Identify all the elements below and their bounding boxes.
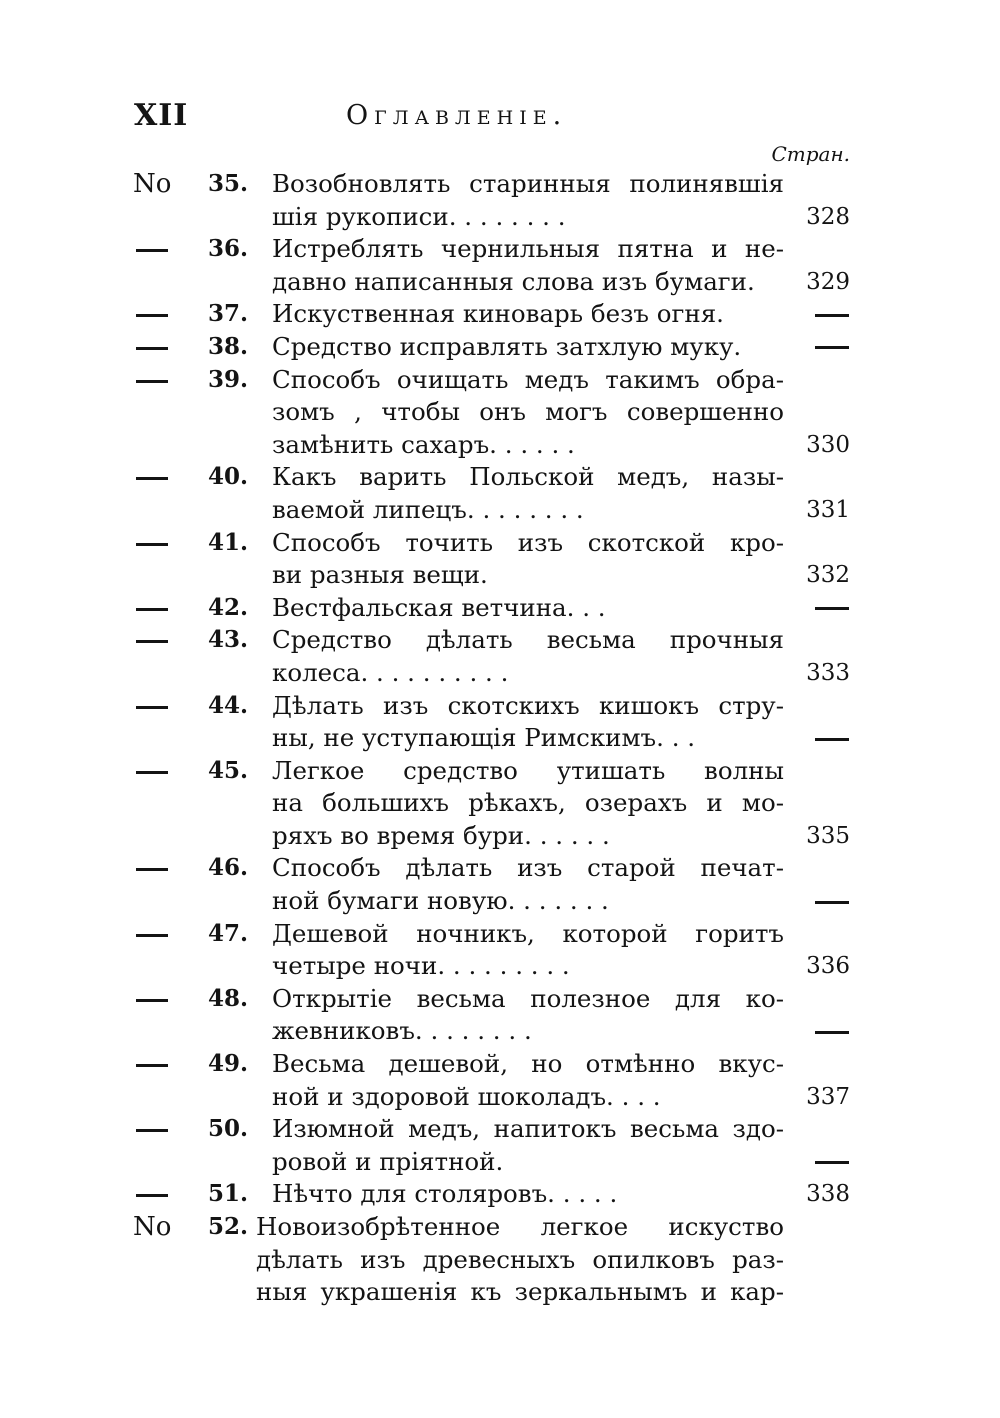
toc-entry	[0, 168, 1000, 233]
page-ditto-dash	[815, 346, 849, 349]
toc-entry-line	[0, 787, 1000, 820]
toc-entry-line	[0, 1146, 1000, 1179]
page-ditto-text	[849, 354, 850, 355]
toc-entry	[0, 755, 1000, 853]
toc-entry-line	[0, 429, 1000, 462]
toc-entry	[0, 364, 1000, 462]
page-ditto-text	[849, 1038, 850, 1039]
entry-text: Способъ точить изъ скотской кро-	[272, 527, 784, 557]
entry-text: Какъ варить Польской медъ, назы-	[272, 462, 784, 492]
entry-text: Легкое средство утишать волны	[272, 755, 784, 785]
entry-number: 40.	[207, 463, 248, 491]
entry-text: зомъ , чтобы онъ могъ совершенно	[272, 397, 784, 427]
entry-text: ной бумаги новую. . . . . . .	[272, 886, 609, 916]
page-ditto-dash	[815, 1031, 849, 1034]
toc-entry-line	[0, 1113, 1000, 1146]
toc-entry	[0, 624, 1000, 689]
entry-marker	[133, 461, 173, 494]
toc-entry-line	[0, 201, 1000, 234]
table-of-contents	[0, 168, 1000, 1309]
toc-entry-line	[0, 1015, 1000, 1048]
toc-entry-line	[0, 559, 1000, 592]
entry-text: дѣлать изъ древесныхъ опилковъ раз-	[256, 1244, 784, 1274]
entry-text: ровой и прiятной.	[272, 1146, 504, 1176]
entry-text: Искуственная киноварь безъ огня.	[272, 299, 724, 329]
entry-marker	[133, 918, 173, 951]
toc-entry-line	[0, 885, 1000, 918]
entry-marker	[133, 298, 173, 331]
entry-text: Способъ дѣлать изъ старой печат-	[272, 853, 784, 883]
entry-page-number	[790, 331, 850, 364]
entry-text: ваемой липецъ. . . . . . . .	[272, 494, 584, 524]
entry-marker	[133, 592, 173, 625]
entry-text: Средство исправлять затхлую муку.	[272, 331, 742, 361]
toc-entry-line	[0, 657, 1000, 690]
toc-entry-line	[0, 396, 1000, 429]
page-ditto-dash	[815, 314, 849, 317]
toc-entry	[0, 233, 1000, 298]
entry-page-number: 332	[806, 562, 850, 589]
entry-number: 35.	[207, 170, 248, 197]
page-ditto-text	[849, 615, 850, 616]
toc-entry	[0, 592, 1000, 625]
entry-marker	[133, 233, 173, 266]
entry-text: шiя рукописи. . . . . . . .	[272, 201, 566, 231]
toc-entry-line	[0, 983, 1000, 1016]
toc-entry	[0, 1113, 1000, 1178]
toc-entry	[0, 690, 1000, 755]
entry-marker	[133, 624, 173, 657]
page-column-label: Стран.	[771, 142, 850, 166]
entry-text: Изюмной медъ, напитокъ весьма здо-	[272, 1114, 784, 1144]
entry-text: колеса. . . . . . . . . .	[272, 657, 509, 687]
page-ditto-text	[849, 908, 850, 909]
entry-number: 50.	[207, 1115, 248, 1143]
entry-number: 37.	[207, 300, 248, 328]
entry-page-number	[790, 1015, 850, 1048]
toc-entry-line	[0, 1178, 1000, 1211]
entry-page-number: 333	[806, 659, 850, 686]
entry-number: 41.	[207, 528, 248, 556]
toc-entry	[0, 983, 1000, 1048]
entry-text: Нѣчто для столяровъ. . . . .	[272, 1179, 618, 1209]
toc-entry	[0, 1178, 1000, 1211]
page-ditto-text	[849, 321, 850, 322]
entry-number: 47.	[207, 919, 248, 947]
entry-page-number: 331	[806, 496, 850, 523]
entry-text: ви разныя вещи.	[272, 560, 488, 590]
entry-number: 36.	[207, 235, 248, 263]
page-folio: XII	[134, 98, 189, 133]
entry-marker	[133, 331, 173, 364]
entry-page-number	[790, 1146, 850, 1179]
entry-number: 43.	[207, 626, 248, 654]
entry-text: Открытiе весьма полезное для ко-	[272, 983, 784, 1013]
entry-number: 38.	[207, 332, 248, 360]
entry-text: Возобновлять старинныя полинявшiя	[272, 169, 784, 198]
page-ditto-dash	[815, 738, 849, 741]
entry-marker	[133, 983, 173, 1016]
entry-page-number: 330	[806, 431, 850, 458]
entry-marker	[133, 852, 173, 885]
entry-number: 51.	[207, 1180, 248, 1208]
toc-entry	[0, 527, 1000, 592]
entry-text: четыре ночи. . . . . . . . .	[272, 951, 570, 981]
toc-entry-line	[0, 852, 1000, 885]
entry-page-number	[790, 885, 850, 918]
toc-entry	[0, 918, 1000, 983]
entry-text: Способъ очищать медъ такимъ обра-	[272, 364, 784, 394]
entry-page-number: 338	[806, 1181, 850, 1208]
toc-entry-line	[0, 1048, 1000, 1081]
page-ditto-text	[849, 1169, 850, 1170]
toc-entry	[0, 331, 1000, 364]
toc-entry	[0, 852, 1000, 917]
toc-entry-line	[0, 461, 1000, 494]
entry-page-number: 336	[806, 953, 850, 980]
entry-page-number	[790, 722, 850, 755]
entry-number: 46.	[207, 854, 248, 882]
entry-text: Весьма дешевой, но отмѣнно вкус-	[272, 1049, 784, 1079]
entry-page-number	[790, 592, 850, 625]
toc-entry-line	[0, 690, 1000, 723]
toc-entry	[0, 298, 1000, 331]
entry-page-number: 335	[806, 822, 850, 849]
entry-text: на большихъ рѣкахъ, озерахъ и мо-	[272, 788, 784, 818]
toc-entry-line	[0, 1276, 1000, 1309]
entry-text: Вестфальская ветчина. . .	[272, 592, 606, 622]
page-ditto-dash	[815, 901, 849, 904]
entry-marker	[133, 1178, 173, 1211]
toc-entry-line	[0, 950, 1000, 983]
entry-number: 39.	[207, 365, 248, 393]
entry-marker	[133, 1048, 173, 1081]
entry-page-number: 337	[806, 1083, 850, 1110]
toc-entry	[0, 1048, 1000, 1113]
entry-marker	[133, 364, 173, 397]
toc-entry-line	[0, 820, 1000, 853]
entry-number: 52.	[207, 1213, 248, 1240]
toc-entry-line	[0, 298, 1000, 331]
entry-marker: No	[133, 169, 172, 199]
entry-page-number: 329	[806, 268, 850, 295]
entry-text: Дешевой ночникъ, которой горитъ	[272, 918, 784, 948]
entry-text: жевниковъ. . . . . . . .	[272, 1016, 532, 1046]
toc-entry	[0, 1211, 1000, 1309]
entry-number: 45.	[207, 756, 248, 784]
entry-number: 49.	[207, 1050, 248, 1078]
entry-text: ны, не уступающiя Римскимъ. . .	[272, 723, 696, 753]
toc-entry-line	[0, 1211, 1000, 1244]
entry-page-number	[790, 298, 850, 331]
toc-entry-line	[0, 233, 1000, 266]
entry-text: Дѣлать изъ скотскихъ кишокъ стру-	[272, 690, 784, 720]
entry-marker	[133, 690, 173, 723]
toc-entry-line	[0, 266, 1000, 299]
entry-page-number: 328	[806, 203, 850, 230]
toc-entry-line	[0, 364, 1000, 397]
toc-entry-line	[0, 755, 1000, 788]
entry-text: Средство дѣлать весьма прочныя	[272, 625, 784, 655]
toc-entry-line	[0, 494, 1000, 527]
page-ditto-text	[849, 745, 850, 746]
entry-text: давно написанныя слова изъ бумаги.	[272, 266, 755, 296]
toc-entry-line	[0, 331, 1000, 364]
entry-text: ряхъ во время бури. . . . . .	[272, 820, 610, 850]
toc-entry-line	[0, 722, 1000, 755]
toc-entry	[0, 461, 1000, 526]
entry-marker: No	[133, 1212, 172, 1242]
page-ditto-dash	[815, 1161, 849, 1164]
entry-number: 48.	[207, 984, 248, 1012]
entry-marker	[133, 527, 173, 560]
toc-entry-line	[0, 918, 1000, 951]
page-title: Оглавленiе.	[346, 100, 568, 131]
entry-text: замѣнить сахаръ. . . . . .	[272, 429, 575, 459]
entry-number: 42.	[207, 593, 248, 621]
toc-entry-line	[0, 592, 1000, 625]
entry-number: 44.	[207, 691, 248, 719]
entry-text: ной и здоровой шоколадъ. . . .	[272, 1081, 661, 1111]
toc-entry-line	[0, 168, 1000, 201]
toc-entry-line	[0, 1081, 1000, 1114]
entry-text: Истреблять чернильныя пятна и не-	[272, 234, 784, 264]
toc-entry-line	[0, 1244, 1000, 1277]
entry-text: ныя украшенiя къ зеркальнымъ и кар-	[256, 1277, 784, 1307]
entry-marker	[133, 1113, 173, 1146]
page-ditto-dash	[815, 607, 849, 610]
entry-text: Новоизобрѣтенное легкое искуство	[256, 1212, 784, 1241]
entry-marker	[133, 755, 173, 788]
toc-entry-line	[0, 527, 1000, 560]
toc-entry-line	[0, 624, 1000, 657]
